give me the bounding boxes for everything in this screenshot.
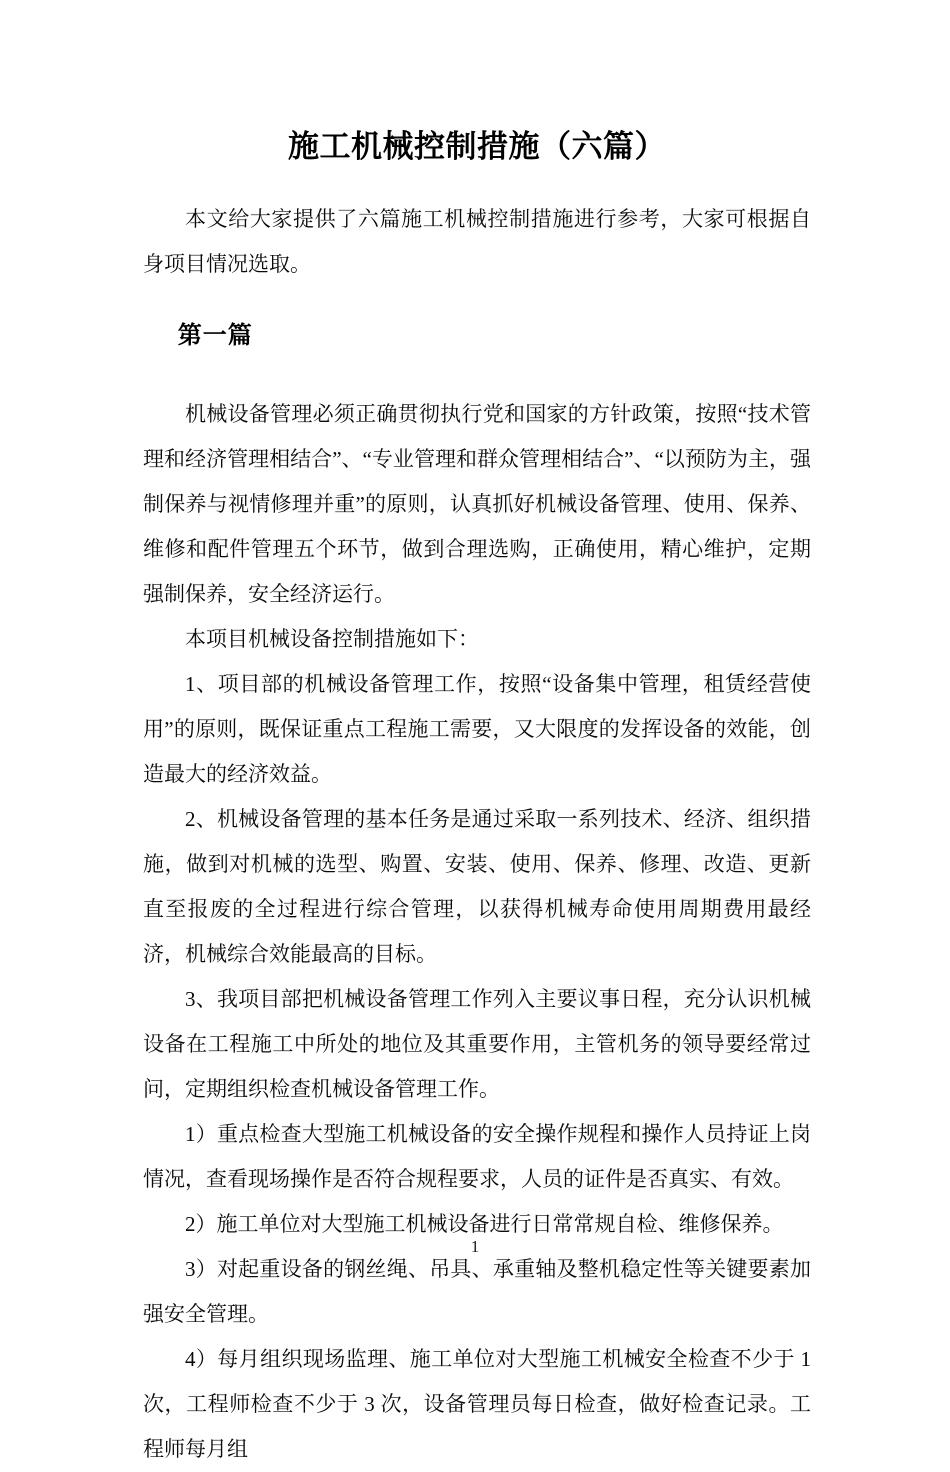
body-paragraph-subitem-1: 1）重点检查大型施工机械设备的安全操作规程和操作人员持证上岗情况，查看现场操作是否符合规程要求，人员的证件是否真实、有效。 xyxy=(143,1121,811,1191)
intro-paragraph: 本文给大家提供了六篇施工机械控制措施进行参考，大家可根据自身项目情况选取。 xyxy=(143,206,811,276)
page-title: 施工机械控制措施（六篇） xyxy=(288,129,666,164)
body-paragraph-subitem-3: 3）对起重设备的钢丝绳、吊具、承重轴及整机稳定性等关键要素加强安全管理。 xyxy=(143,1256,811,1326)
body-paragraph-subitem-4: 4）每月组织现场监理、施工单位对大型施工机械安全检查不少于 1 次，工程师检查不少于 3 次，设备管理员每日检查，做好检查记录。工程师每月组 xyxy=(143,1346,811,1461)
section-heading-part-one: 第一篇 xyxy=(177,321,253,349)
body-paragraph-item-1: 1、项目部的机械设备管理工作，按照“设备集中管理，租赁经营使用”的原则，既保证重点工程施工需要，又大限度的发挥设备的效能，创造最大的经济效益。 xyxy=(143,671,811,786)
body-paragraph-item-2: 2、机械设备管理的基本任务是通过采取一系列技术、经济、组织措施，做到对机械的选型、购置、安装、使用、保养、修理、改造、更新直至报废的全过程进行综合管理，以获得机械寿命使用周期费用最经济，机械综合效能最高的目标。 xyxy=(143,806,811,966)
page-number: 1 xyxy=(470,1237,480,1256)
body-paragraph: 机械设备管理必须正确贯彻执行党和国家的方针政策，按照“技术管理和经济管理相结合”、“专业管理和群众管理相结合”、“以预防为主，强制保养与视情修理并重”的原则，认真抓好机械设备管理、使用、保养、维修和配件管理五个环节，做到合理选购，正确使用，精心维护，定期强制保养，安全经济运行。 xyxy=(143,401,811,606)
body-paragraph: 本项目机械设备控制措施如下： xyxy=(185,626,479,651)
body-paragraph-subitem-2: 2）施工单位对大型施工机械设备进行日常常规自检、维修保养。 xyxy=(185,1211,784,1236)
body-paragraph-item-3: 3、我项目部把机械设备管理工作列入主要议事日程，充分认识机械设备在工程施工中所处的地位及其重要作用，主管机务的领导要经常过问，定期组织检查机械设备管理工作。 xyxy=(143,986,811,1101)
